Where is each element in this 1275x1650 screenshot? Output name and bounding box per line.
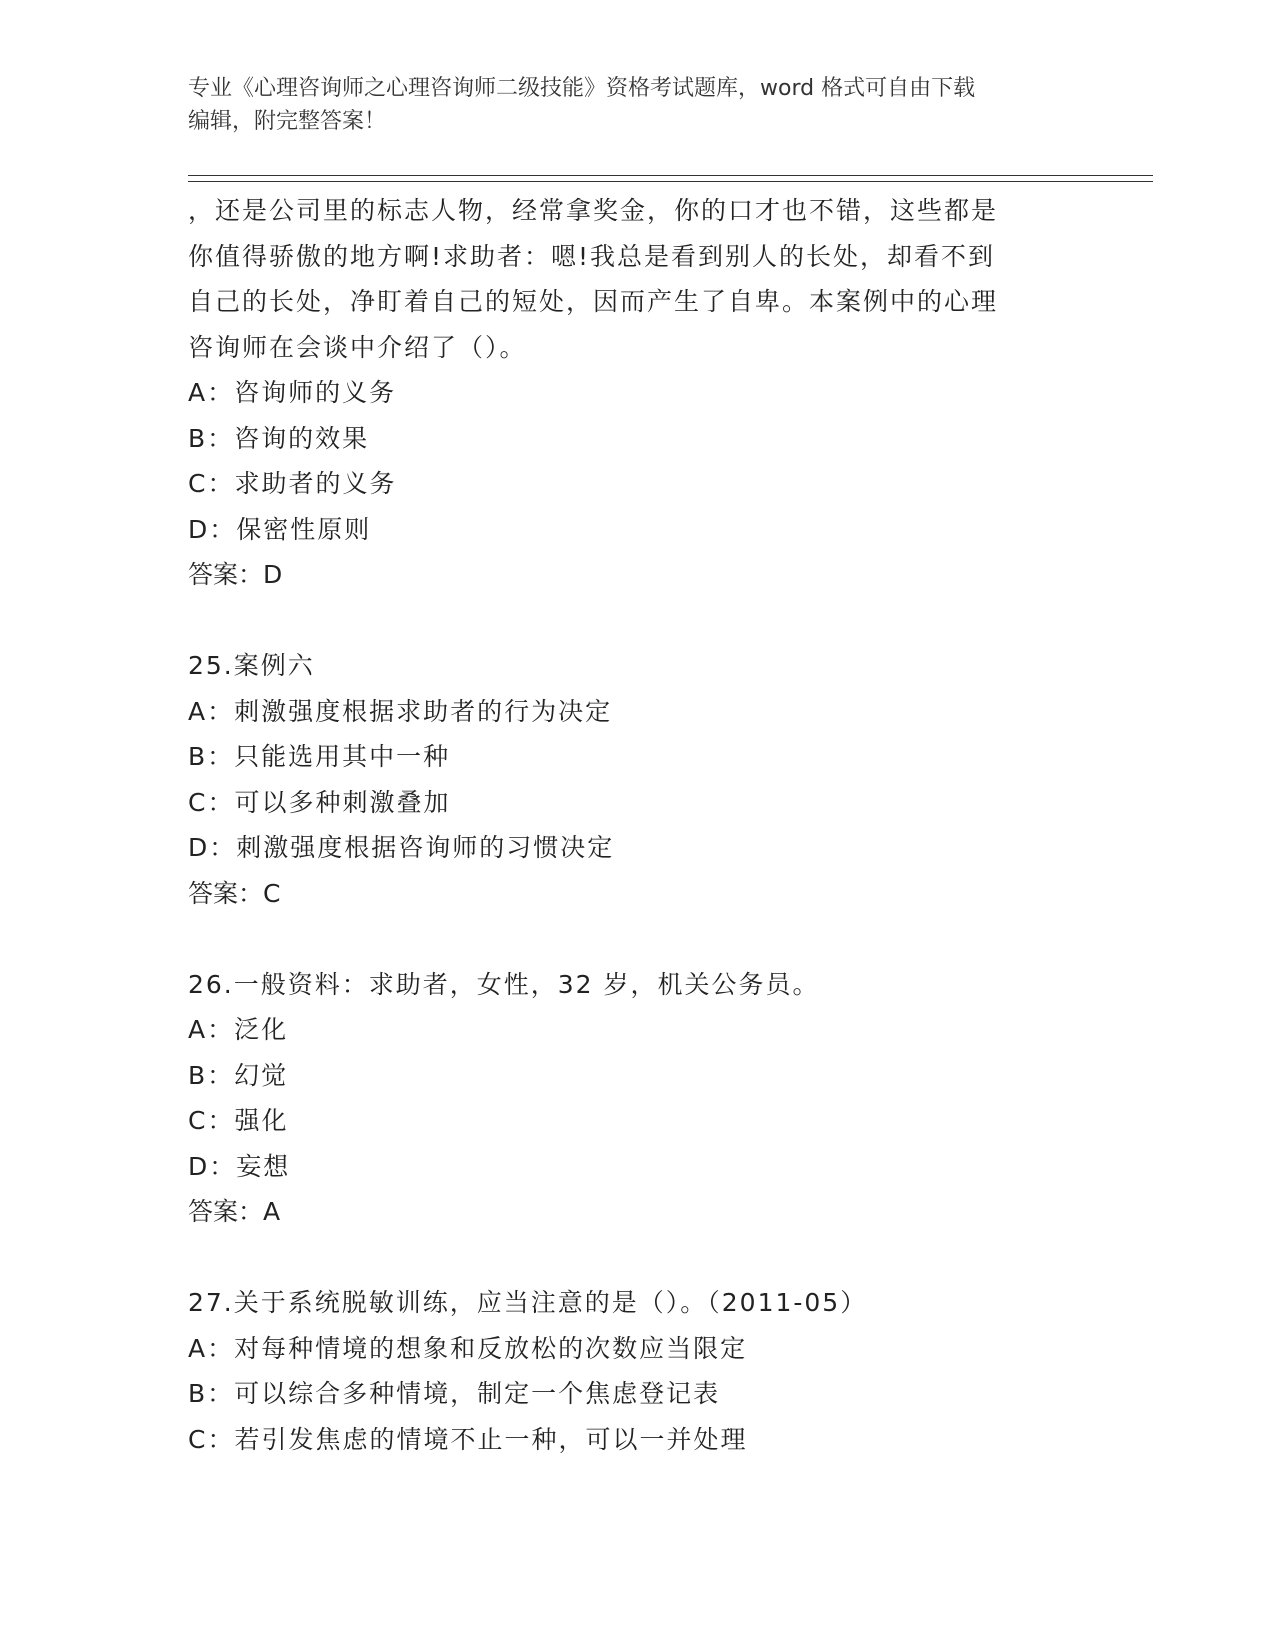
option-b: B：咨询的效果 [188, 423, 370, 453]
spacer [188, 1235, 1088, 1281]
document-header [188, 72, 1068, 138]
option-d: D：保密性原则 [188, 514, 372, 544]
question-27 [188, 1280, 1088, 1462]
question-stem-line: 自己的长处，净盯着自己的短处，因而产生了自卑。本案例中的心理 [188, 287, 999, 316]
option-d: D：妄想 [188, 1151, 291, 1181]
question-stem-line: ，还是公司里的标志人物，经常拿奖金，你的口才也不错，这些都是 [188, 196, 999, 225]
question-25 [188, 643, 1088, 916]
spacer [188, 916, 1088, 962]
answer-line: 答案：D [188, 560, 283, 589]
question-stem-line: 咨询师在会谈中介绍了（）。 [188, 332, 527, 362]
option-c: C：可以多种刺激叠加 [188, 787, 451, 817]
question-stem: 26.一般资料：求助者，女性，32 岁，机关公务员。 [188, 969, 820, 999]
question-stem-line: 你值得骄傲的地方啊!求助者：嗯!我总是看到别人的长处，却看不到 [188, 241, 996, 271]
question-26 [188, 962, 1088, 1235]
option-c: C：强化 [188, 1106, 289, 1135]
option-a: A：泛化 [188, 1015, 289, 1044]
header-line-1: 专业《心理咨询师之心理咨询师二级技能》资格考试题库，word 格式可自由下载 [188, 76, 976, 101]
option-c: C：若引发焦虑的情境不止一种，可以一并处理 [188, 1424, 748, 1454]
option-d: D：刺激强度根据咨询师的习惯决定 [188, 833, 615, 862]
answer-line: 答案：C [188, 878, 281, 908]
option-b: B：幻觉 [188, 1060, 289, 1090]
question-24 [188, 188, 1088, 598]
option-b: B：只能选用其中一种 [188, 742, 451, 771]
document-body [188, 188, 1088, 1462]
answer-line: 答案：A [188, 1197, 281, 1226]
option-c: C：求助者的义务 [188, 469, 397, 498]
header-divider-top [188, 175, 1153, 176]
header-divider-bottom [188, 181, 1153, 182]
spacer [188, 598, 1088, 644]
option-a: A：对每种情境的想象和反放松的次数应当限定 [188, 1333, 748, 1363]
option-a: A：刺激强度根据求助者的行为决定 [188, 696, 613, 726]
option-a: A：咨询师的义务 [188, 378, 397, 407]
option-b: B：可以综合多种情境，制定一个焦虑登记表 [188, 1379, 721, 1408]
question-stem: 27.关于系统脱敏训练，应当注意的是（）。（2011-05） [188, 1288, 868, 1317]
question-stem: 25.案例六 [188, 651, 315, 680]
header-line-2: 编辑，附完整答案！ [188, 109, 387, 134]
